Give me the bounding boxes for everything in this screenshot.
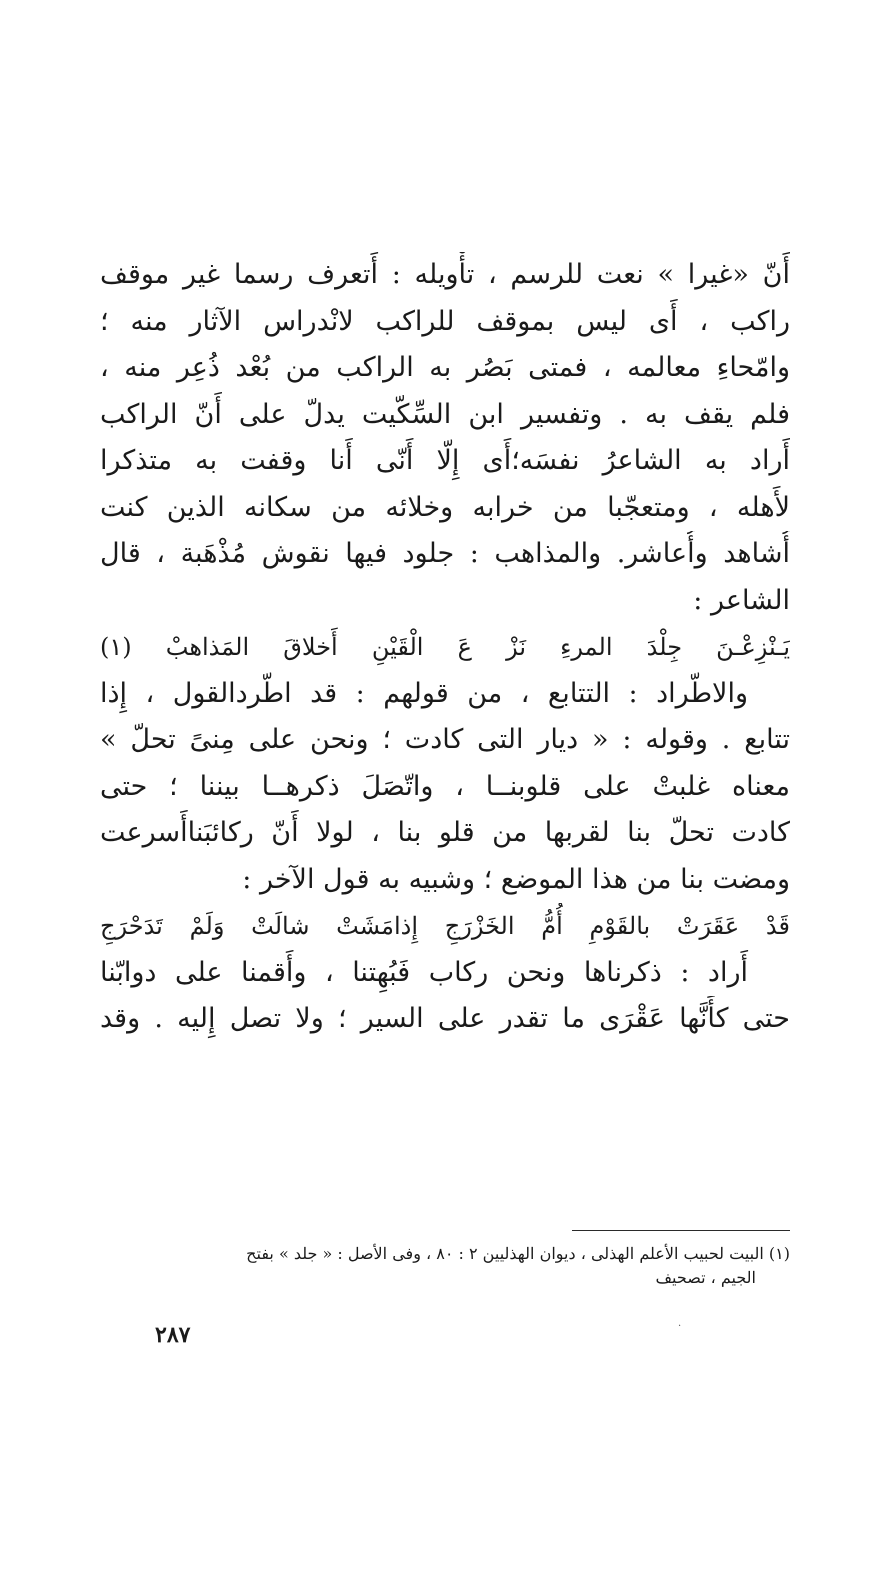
text-line: أَنّ «غيرا » نعت للرسم ، تأْويله : أَتعرف رسما غير موقف: [100, 259, 790, 290]
text-line: حتى كأَنَّها عَقْرَى ما تقدر على السير ؛ ولا تصل إِليه . وقد: [100, 1003, 790, 1034]
text-line: الشاعر :: [693, 584, 790, 616]
verse-line: قَدْ عَقَرَتْ بالقَوْمِ أُمُّ الخَزْرَجِ إِذامَشَتْ شالَتْ وَلَمْ تَدَحْرَجِ: [100, 912, 790, 940]
text-line: أَراد به الشاعرُ نفسَه؛أَى إِلّا أَنّى أَنا وقفت به متذكرا: [100, 445, 790, 476]
verse-line: يَـنْزِعْـنَ جِلْدَ المرءِ نَزْ عَ الْقَيْنِ أَخلاقَ المَذاهبْ (١): [100, 633, 790, 661]
text-line: راكب ، أَى ليس بموقف للراكب لانْدراس الآثار منه ؛: [100, 305, 790, 337]
footnote-divider: [572, 1230, 790, 1231]
text-line: أُشاهد وأُعاشر. والمذاهب : جلود فيها نقوش مُذْهَبة ، قال: [100, 538, 790, 569]
text-line: فلم يقف به . وتفسير ابن السِّكّيت يدلّ على أَنّ الراكب: [100, 398, 790, 430]
footnote: [100, 1242, 790, 1290]
text-line: وامّحاءِ معالمه ، فمتى بَصُر به الراكب من بُعْد ذُعِر منه ،: [100, 352, 790, 383]
stray-mark: .: [678, 1318, 682, 1329]
text-line: كادت تحلّ بنا لقربها من قلو بنا ، لولا أَنّ ركائبَناأَسرعت: [100, 817, 790, 848]
main-text-block: [100, 252, 790, 1043]
text-line: معناه غلبتْ على قلوبنــا ، واتّصَلَ ذكرهــا بيننا ؛ حتى: [100, 770, 790, 802]
footnote-line: الجيم ، تصحيف: [655, 1268, 756, 1287]
text-line: تتابع . وقوله : « ديار التى كادت ؛ ونحن على مِنىً تحلّ »: [100, 724, 790, 755]
text-line: والاطّراد : التتابع ، من قولهم : قد اطّردالقول ، إِذا: [100, 677, 748, 709]
page-number: ٢٨٧: [155, 1322, 191, 1348]
text-line: أَراد : ذكرناها ونحن ركاب فَبُهِتنا ، وأَقمنا على دوابّنا: [100, 956, 748, 988]
text-line: ومضت بنا من هذا الموضع ؛ وشبيه به قول الآخر :: [242, 863, 790, 895]
text-line: لأَهله ، ومتعجّبا من خرابه وخلائه من سكانه الذين كنت: [100, 491, 790, 523]
footnote-line: (١) البيت لحبيب الأعلم الهذلى ، ديوان الهذليين ٢ : ٨٠ ، وفى الأصل : « جلد » بفتح: [246, 1244, 790, 1263]
